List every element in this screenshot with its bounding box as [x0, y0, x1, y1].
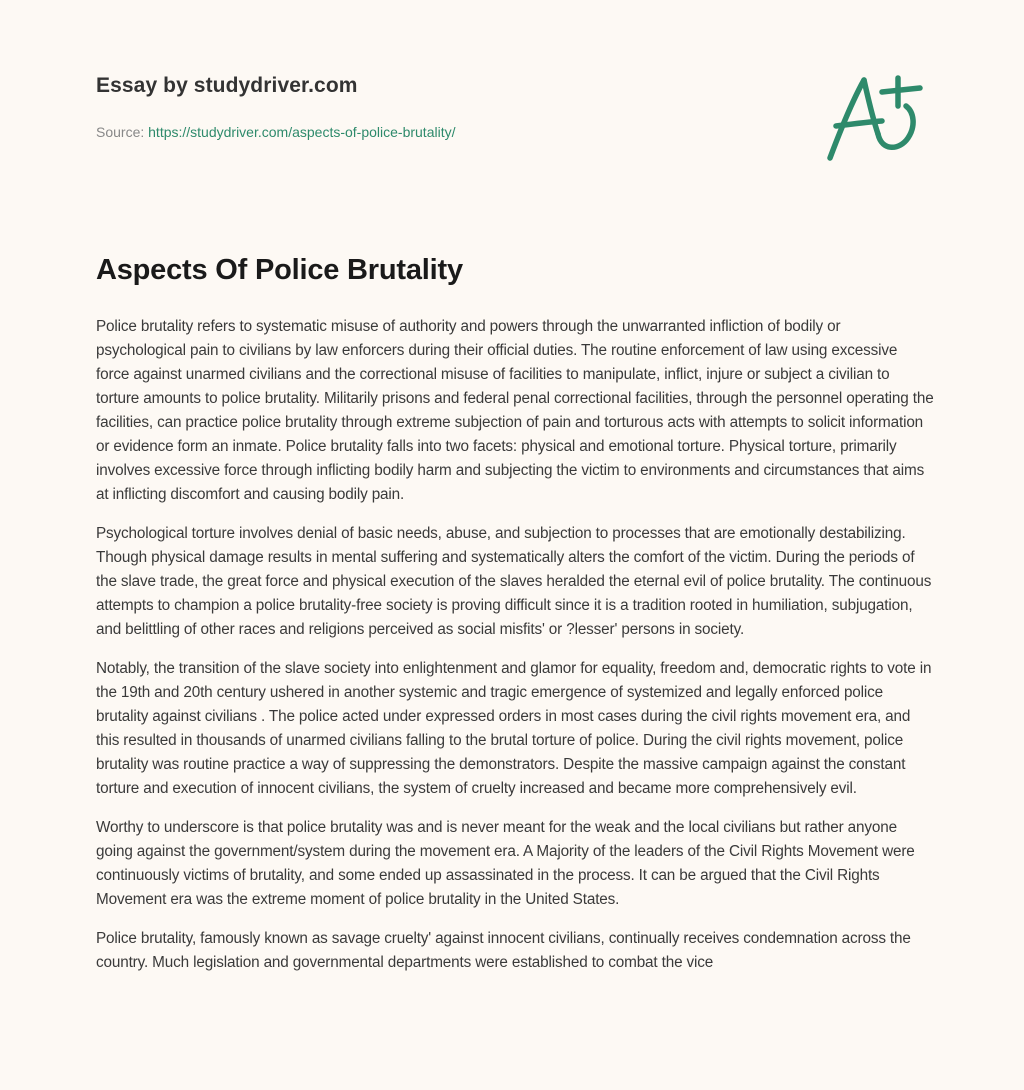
essay-paragraph: Psychological torture involves denial of basic needs, abuse, and subjection to processes that are emotionally destabilizing. Though physical damage results in mental suffering and systematically alters the comfort of the victim. During the periods of the slave trade, the great force and physical execution of the slaves heralded the eternal evil of police brutality. The continuous attempts to champion a police brutality-free society is proving difficult since it is a tradition rooted in humiliation, subjugation, and belittling of other races and religions perceived as social misfits' or ?lesser' persons in society.	[96, 525, 932, 638]
page-header	[96, 74, 936, 98]
essay-paragraph: Police brutality refers to systematic misuse of authority and powers through the unwarranted infliction of bodily or psychological pain to civilians by law enforcers during their official duties. The routine enforcement of law using excessive force against unarmed civilians and the correctional misuse of facilities to manipulate, inflict, injure or subject a civilian to torture amounts to police brutality. Militarily prisons and federal penal correctional facilities, through the personnel operating the facilities, can practice police brutality through extreme subjection of pain and torturous acts with attempts to solicit information or evidence form an inmate. Police brutality falls into two facets: physical and emotional torture. Physical torture, primarily involves excessive force through inflicting bodily harm and subjecting the victim to environments and circumstances that aims at inflicting discomfort and causing bodily pain.	[96, 318, 934, 503]
essay-paragraph: Worthy to underscore is that police brutality was and is never meant for the weak and the local civilians but rather anyone going against the government/system during the movement era. A Majority of the leaders of the Civil Rights Movement were continuously victims of brutality, and some ended up assassinated in the process. It can be argued that the Civil Rights Movement era was the extreme moment of police brutality in the United States.	[96, 819, 915, 908]
essay-body	[96, 315, 934, 990]
source-link[interactable]: https://studydriver.com/aspects-of-police-brutality/	[148, 124, 456, 140]
a-plus-grade-icon	[820, 66, 930, 166]
source-line	[96, 124, 455, 140]
source-label: Source:	[96, 124, 145, 140]
essay-title: Aspects Of Police Brutality	[96, 254, 463, 286]
essay-paragraph: Police brutality, famously known as savage cruelty' against innocent civilians, continually receives condemnation across the country. Much legislation and governmental departments were established to combat the vice	[96, 930, 911, 971]
site-title: Essay by studydriver.com	[96, 74, 358, 97]
essay-paragraph: Notably, the transition of the slave society into enlightenment and glamor for equality, freedom and, democratic rights to vote in the 19th and 20th century ushered in another systemic and tragic emergence of systemized and legally enforced police brutality against civilians . The police acted under expressed orders in most cases during the civil rights movement era, and this resulted in thousands of unarmed civilians falling to the brutal torture of police. During the civil rights movement, police brutality was routine practice a way of suppressing the demonstrators. Despite the massive campaign against the constant torture and execution of innocent civilians, the system of cruelty increased and became more comprehensively evil.	[96, 660, 932, 797]
